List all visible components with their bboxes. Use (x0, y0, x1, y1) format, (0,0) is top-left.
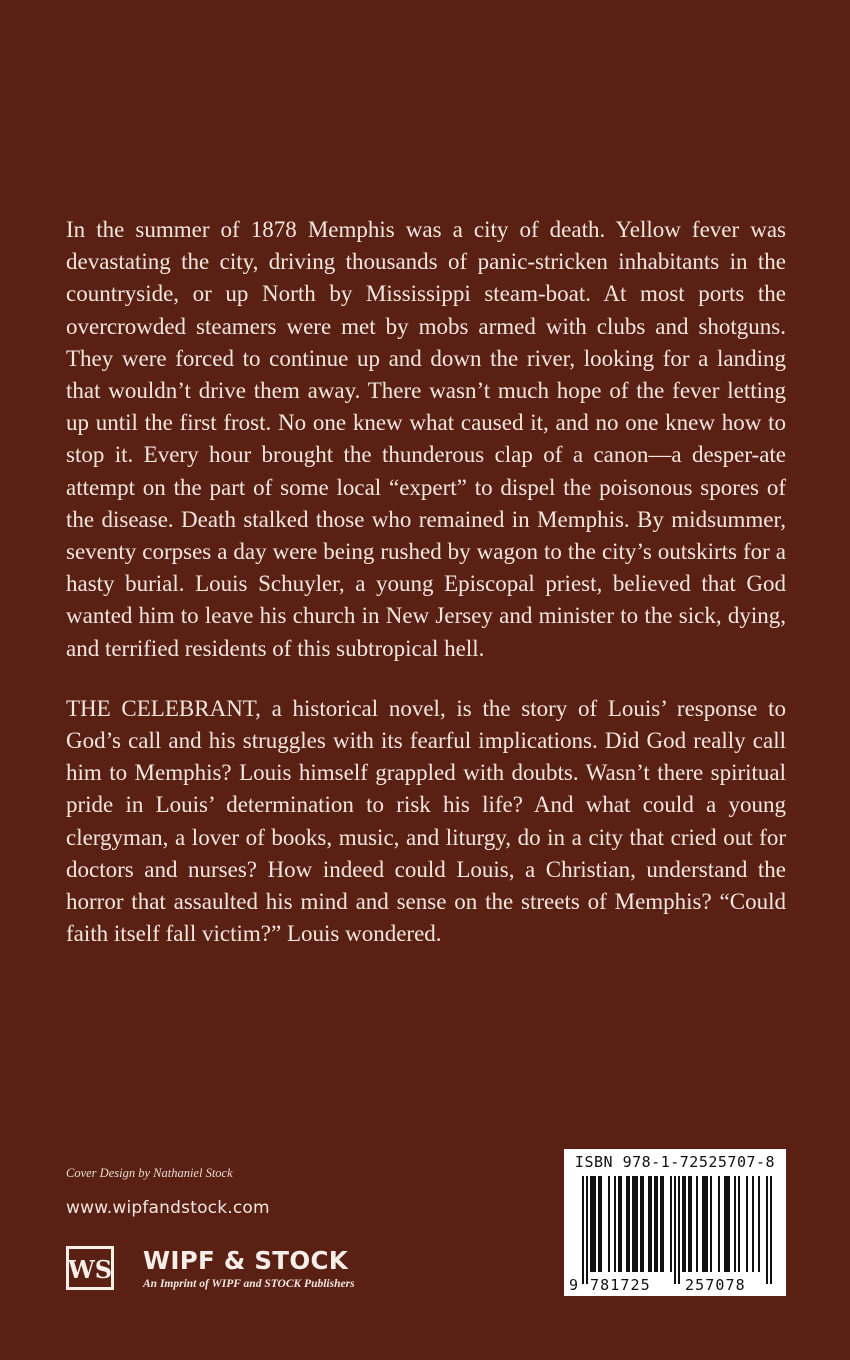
barcode-bar (582, 1176, 584, 1284)
publisher-name: WIPF & STOCK (143, 1246, 349, 1275)
barcode-bar (770, 1176, 772, 1284)
barcode-bar (738, 1176, 740, 1272)
isbn-barcode (564, 1149, 786, 1296)
barcode-bar (618, 1176, 620, 1272)
barcode-bar (674, 1176, 676, 1284)
barcode-bar (690, 1176, 692, 1272)
ean-right-group: 257078 (685, 1276, 746, 1294)
barcode-bar (710, 1176, 712, 1272)
barcode-bar (650, 1176, 652, 1272)
ws-logo-icon (66, 1246, 114, 1290)
ean-left-group: 781725 (590, 1276, 651, 1294)
barcode-bar (734, 1176, 736, 1272)
barcode-bar (724, 1176, 726, 1272)
barcode-bar (636, 1176, 638, 1272)
logo-letters: WS (67, 1255, 113, 1284)
barcode-bar (678, 1176, 680, 1284)
barcode-bar (590, 1176, 592, 1272)
barcode-bar (728, 1176, 730, 1272)
barcode-bar (656, 1176, 658, 1272)
barcode-bar (634, 1176, 636, 1272)
barcode-bar (696, 1176, 698, 1272)
barcode-bar (586, 1176, 588, 1284)
publisher-block (66, 1246, 466, 1296)
barcode-bar (648, 1176, 650, 1272)
cover-design-credit: Cover Design by Nathaniel Stock (66, 1166, 233, 1180)
blurb-paragraph-1: In the summer of 1878 Memphis was a city of death. Yellow fever was devastating the city, driving thousands of panic-stricken inhabitants in the countryside, or up North by Mississippi steam-boat. At most ports the overcrowded steamers were met by mobs armed with clubs and shotguns. They were forced to continue up and down the river, looking for a landing that wouldn’t drive them away. There wasn’t much hope of the fever letting up until the first frost. No one knew what caused it, and no one knew how to stop it. Every hour brought the thunderous clap of a canon—a desper-ate attempt on the part of some local “expert” to dispel the poisonous spores of the disease. Death stalked those who remained in Memphis. By midsummer, seventy corpses a day were being rushed by wagon to the city’s outskirts for a hasty burial. Louis Schuyler, a young Episcopal priest, believed that God wanted him to leave his church in New Jersey and minister to the sick, dying, and terrified residents of this subtropical hell. (66, 217, 786, 661)
back-cover-blurb (66, 214, 786, 978)
publisher-tagline: An Imprint of WIPF and STOCK Publishers (143, 1278, 355, 1290)
barcode-bar (688, 1176, 690, 1272)
blurb-paragraph-2: THE CELEBRANT, a historical novel, is the story of Louis’ response to God’s call and his struggles with its fearful implications. Did God really call him to Memphis? Louis himself grappled with doubts. Wasn’t there spiritual pride in Louis’ determination to risk his life? And what could a young clergyman, a lover of books, music, and liturgy, do in a city that cried out for doctors and nurses? How indeed could Louis, a Christian, understand the horror that assaulted his mind and sense on the streets of Memphis? “Could faith itself fall victim?” Louis wondered. (66, 695, 786, 947)
barcode-bar (670, 1176, 672, 1272)
barcode-bar (660, 1176, 662, 1272)
barcode-bar (758, 1176, 760, 1272)
barcode-bar (628, 1176, 630, 1272)
barcode-bar (598, 1176, 600, 1272)
barcode-bar (684, 1176, 686, 1272)
barcode-bar (654, 1176, 656, 1272)
barcode-bar (746, 1176, 748, 1272)
barcode-bar (640, 1176, 642, 1272)
barcode-bar (594, 1176, 596, 1272)
barcode-bar (726, 1176, 728, 1272)
publisher-website: www.wipfandstock.com (66, 1198, 270, 1218)
barcode-bar (632, 1176, 634, 1272)
barcode-bars (564, 1149, 786, 1296)
barcode-bar (626, 1176, 628, 1272)
barcode-bar (718, 1176, 720, 1272)
barcode-bar (662, 1176, 664, 1272)
barcode-bar (608, 1176, 610, 1272)
ean-digits (564, 1276, 786, 1294)
barcode-bar (752, 1176, 754, 1272)
barcode-bar (766, 1176, 768, 1284)
barcode-bar (600, 1176, 602, 1272)
barcode-bar (620, 1176, 622, 1272)
barcode-bar (592, 1176, 594, 1272)
barcode-bar (702, 1176, 704, 1272)
barcode-bar (706, 1176, 708, 1272)
ean-first-digit: 9 (569, 1276, 580, 1294)
barcode-bar (614, 1176, 616, 1272)
isbn-label: ISBN 978-1-72525707-8 (574, 1153, 776, 1171)
barcode-bar (682, 1176, 684, 1272)
barcode-bar (704, 1176, 706, 1272)
barcode-bar (642, 1176, 644, 1272)
